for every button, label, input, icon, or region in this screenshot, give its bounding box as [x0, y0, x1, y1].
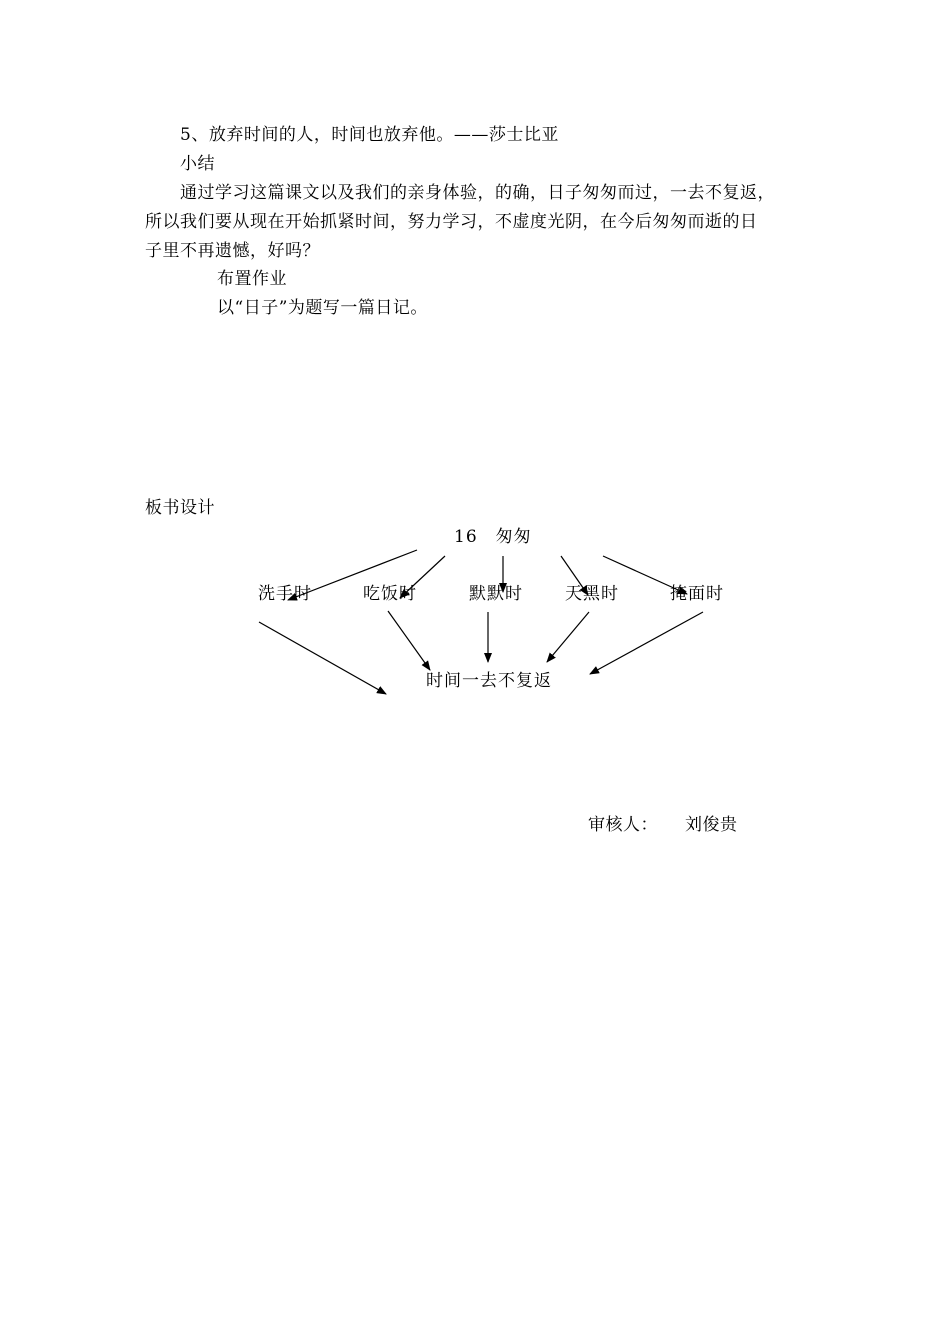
board-heading: 板书设计	[145, 498, 215, 518]
summary-line-1: 通过学习这篇课文以及我们的亲身体验，的确，日子匆匆而过，一去不复返，	[180, 183, 775, 203]
summary-line-3: 子里不再遗憾，好吗？	[145, 241, 320, 261]
arrow-node-5-to-conclusion	[590, 612, 703, 674]
board-conclusion: 时间一去不复返	[426, 671, 552, 691]
board-node-4: 天黑时	[565, 584, 619, 604]
arrow-node-2-to-conclusion	[388, 611, 430, 670]
board-title: 16 匆匆	[454, 527, 532, 547]
quote-5: 5、放弃时间的人，时间也放弃他。——莎士比亚	[180, 125, 559, 145]
reviewer-label: 审核人：	[588, 815, 658, 835]
arrow-node-1-to-conclusion	[259, 622, 386, 694]
homework-text: 以“日子”为题写一篇日记。	[217, 298, 428, 318]
summary-heading: 小结	[180, 154, 215, 174]
reviewer-name: 刘俊贵	[685, 815, 738, 835]
board-node-2: 吃饭时	[363, 584, 417, 604]
board-node-3: 默默时	[469, 584, 523, 604]
arrow-node-4-to-conclusion	[547, 612, 589, 662]
summary-line-2: 所以我们要从现在开始抓紧时间，努力学习，不虚度光阴，在今后匆匆而逝的日	[145, 212, 758, 232]
board-node-5: 掩面时	[670, 584, 724, 604]
board-node-1: 洗手时	[258, 584, 312, 604]
homework-heading: 布置作业	[217, 269, 287, 289]
